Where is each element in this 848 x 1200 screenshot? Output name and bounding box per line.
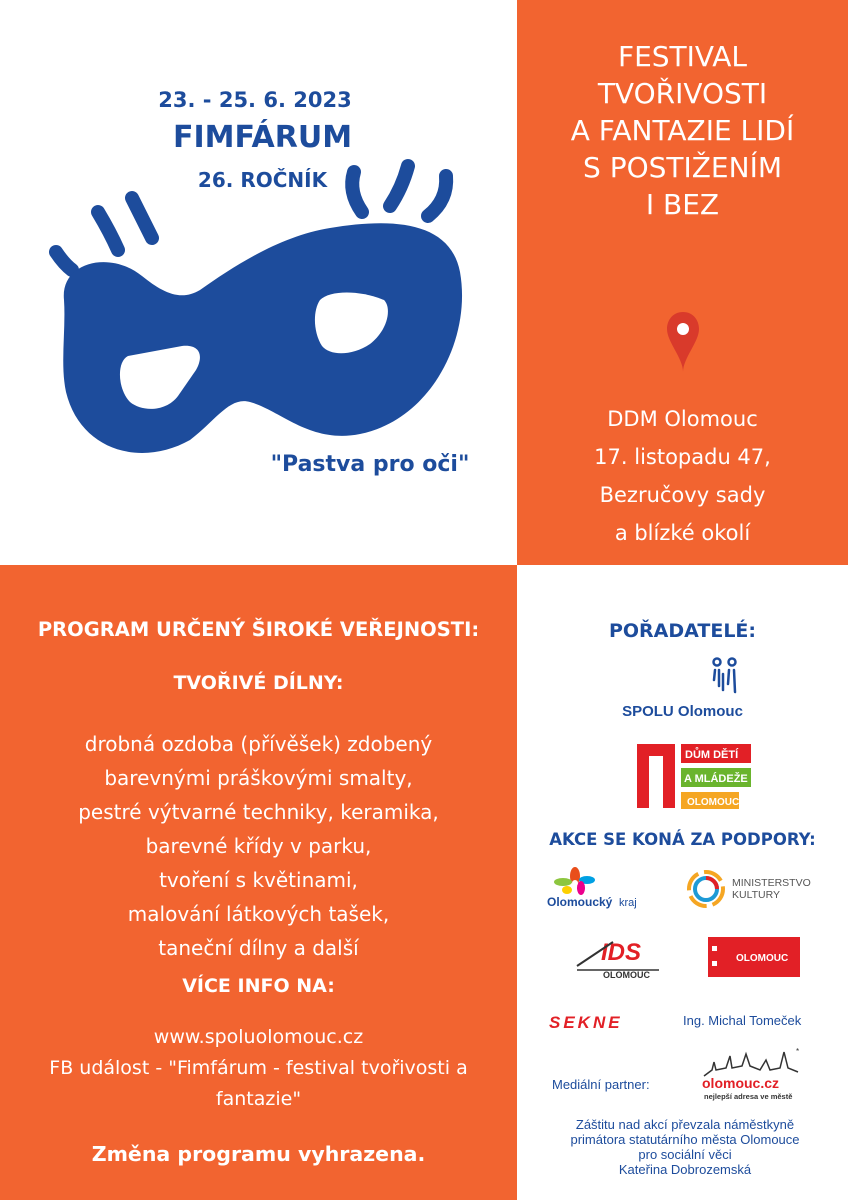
venue-line: Bezručovy sady [599, 483, 766, 507]
patronage-note [524, 1117, 846, 1177]
website-link[interactable]: www.spoluolomouc.cz [153, 1026, 364, 1048]
venue-address [517, 400, 848, 552]
mask-logo-icon [30, 150, 480, 470]
patronage-line: Kateřina Dobrozemská [618, 1162, 752, 1177]
event-slogan: "Pastva pro oči" [270, 452, 470, 477]
festival-title-line: FESTIVAL [617, 40, 748, 73]
kultura-logo-line: MINISTERSTVO [732, 877, 811, 889]
support-heading: AKCE SE KONÁ ZA PODPORY: [549, 830, 816, 849]
event-date: 23. - 25. 6. 2023 [158, 88, 352, 112]
activity-item: malování látkových tašek, [127, 902, 390, 926]
venue-line: DDM Olomouc [607, 407, 758, 431]
festival-title [517, 38, 848, 223]
program-notice: Změna programu vyhrazena. [91, 1142, 426, 1166]
ddm-olomouc-logo [635, 742, 755, 812]
activity-item: barevnými práškovými smalty, [104, 766, 413, 790]
olomoucky-kraj-logo [545, 866, 673, 910]
patronage-line: primátora statutárního města Olomouce [570, 1132, 800, 1147]
ddm-logo-line: DŮM DĚTÍ [685, 749, 739, 761]
ministerstvo-kultury-logo [684, 866, 824, 912]
patronage-line: Záštitu nad akcí převzala náměstkyně [575, 1117, 795, 1132]
patronage-line: pro sociální věci [638, 1147, 732, 1162]
media-partner-label: Mediální partner: [552, 1077, 650, 1092]
activities-list [0, 727, 517, 965]
program-heading: PROGRAM URČENÝ ŠIROKÉ VEŘEJNOSTI: [37, 618, 480, 641]
location-pin-icon [665, 310, 701, 374]
sponsor-tomecek: Ing. Michal Tomeček [683, 1013, 802, 1028]
venue-line: 17. listopadu 47, [594, 445, 771, 469]
olomouc-cz-logo-tagline: nejlepší adresa ve městě [704, 1092, 793, 1101]
olomouc-logo-text: OLOMOUC [736, 953, 789, 964]
ids-olomouc-logo [573, 936, 665, 978]
facebook-event-link[interactable]: FB událost - "Fimfárum - festival tvořivosti a [49, 1057, 468, 1079]
spolu-olomouc-name: SPOLU Olomouc [622, 703, 743, 720]
activity-item: pestré výtvarné techniky, keramika, [78, 800, 439, 824]
olomouc-cz-logo-name: olomouc.cz [702, 1075, 780, 1091]
festival-title-line: S POSTIŽENÍM [583, 151, 782, 184]
olomouc-cz-logo [700, 1046, 804, 1102]
festival-title-line: A FANTAZIE LIDÍ [570, 114, 795, 147]
more-info-heading: VÍCE INFO NA: [182, 975, 335, 997]
kraj-logo-name: Olomoucký [547, 895, 613, 909]
workshops-heading: TVOŘIVÉ DÍLNY: [173, 672, 344, 694]
activity-item: drobná ozdoba (přívěšek) zdobený [84, 732, 433, 756]
ddm-logo-line: OLOMOUC [687, 797, 740, 808]
organizers-heading: POŘADATELÉ: [608, 620, 757, 642]
ids-logo-mark: IDS [601, 939, 642, 966]
facebook-event-link-cont[interactable]: fantazie" [215, 1088, 302, 1110]
info-links [0, 1022, 517, 1115]
activity-item: barevné křídy v parku, [145, 834, 372, 858]
venue-line: a blízké okolí [614, 521, 751, 545]
svg-text:*: * [796, 1047, 800, 1056]
activity-item: taneční dílny a další [158, 936, 359, 960]
ddm-logo-line: A MLÁDEŽE [684, 773, 748, 785]
spolu-logo-icon [707, 656, 743, 698]
sekne-logo-text: SEKNE [549, 1013, 623, 1032]
ids-logo-city: OLOMOUC [603, 970, 650, 978]
sekne-logo [549, 1012, 671, 1032]
statutarni-mesto-olomouc-logo [708, 936, 800, 978]
kultura-logo-line: KULTURY [732, 889, 781, 901]
event-edition: 26. ROČNÍK [197, 168, 328, 192]
activity-item: tvoření s květinami, [159, 868, 358, 892]
festival-title-line: I BEZ [645, 188, 720, 221]
festival-title-line: TVOŘIVOSTI [597, 77, 768, 110]
kraj-logo-suffix: kraj [619, 897, 637, 909]
event-name: FIMFÁRUM [172, 120, 353, 155]
